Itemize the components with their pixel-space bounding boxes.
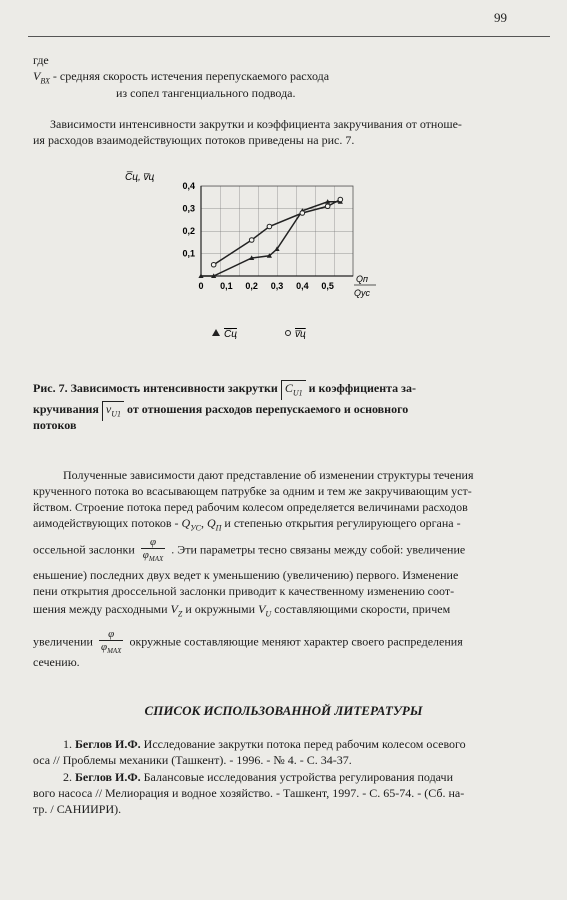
reference-1-line-2: оса // Проблемы механики (Ташкент). - 1996. - № 4. - С. 34-37. (33, 753, 352, 767)
chart-y-label: C̅ц, v̅ц (125, 172, 155, 183)
body-line-6: еньшение) последних двух ведет к уменьшению (увеличению) первого. Изменение (33, 568, 459, 582)
body-line-10: сечению. (33, 655, 80, 669)
legend-triangle-label: C̅ц (224, 329, 237, 340)
figure-7-chart (120, 170, 380, 350)
x-tick-label: 0,1 (220, 281, 233, 291)
y-tick-label: 0,3 (182, 203, 195, 214)
y-tick-label: 0,1 (182, 248, 195, 259)
body-line-4: аимодействующих потоков - $Q_{УС}$, $Q_П$ и степенью открытия регулирующего органа - (33, 516, 461, 533)
where-word: где (33, 53, 49, 67)
body-line-2: крученного потока во всасывающем патрубке за одним и тем же закручивающим уст- (33, 484, 472, 498)
header-rule (28, 36, 550, 37)
body-line-9: увеличении $\frac{\varphi}{\varphi_{МАХ}}$ окружные составляющие меняют характер своего распределения (33, 628, 463, 656)
circle-point (249, 238, 254, 243)
y-tick-label: 0,2 (182, 226, 195, 236)
intro-line-1: Зависимости интенсивности закрутки и коэффициента закручивания от отноше- (50, 117, 462, 131)
section-title: СПИСОК ИСПОЛЬЗОВАННОЙ ЛИТЕРАТУРЫ (144, 703, 423, 718)
chart-x-label-num: Qп (356, 274, 368, 284)
body-line-7: пени открытия дроссельной заслонки приводит к качественному изменению соот- (33, 584, 455, 598)
chart-grid (201, 186, 353, 276)
x-tick-label: 0,5 (321, 281, 334, 291)
circle-point (338, 197, 343, 202)
phi-fraction-2: $\frac{\varphi}{\varphi_{МАХ}}$ (100, 628, 122, 656)
caption-cu1: $C_{U1}$ (281, 380, 306, 400)
caption-prefix: Рис. 7. Зависимость интенсивности закрутки (33, 381, 278, 395)
caption-line2-start: кручивания (33, 402, 99, 416)
caption-mid: и коэффициента за- (308, 381, 417, 395)
phi-fraction-1: $\frac{\varphi}{\varphi_{МАХ}}$ (142, 536, 164, 564)
circle-point (211, 262, 216, 267)
intro-line-2: ия расходов взаимодействующих потоков приведены на рис. 7. (33, 133, 355, 147)
body-line-1: Полученные зависимости дают представление об изменении структуры течения (63, 468, 474, 482)
x-tick-label: 0,2 (245, 281, 258, 291)
reference-2-line-2: вого насоса // Мелиорация и водное хозяйство. - Ташкент, 1997. - С. 65-74. - (Сб. на- (33, 786, 465, 800)
vbx-desc-1: - средняя скорость истечения перепускаемого расхода (52, 69, 330, 83)
x-tick-label: 0,4 (296, 281, 309, 291)
legend-circle-label: v̅ц (295, 329, 306, 340)
circle-point (300, 211, 305, 216)
legend-circle-marker (286, 331, 291, 336)
x-tick-label: 0,3 (270, 281, 284, 291)
figure-caption-line-2 (33, 401, 408, 421)
body-line-3: йством. Строение потока перед рабочим колесом определяется величинами расходов (33, 500, 468, 514)
reference-1-line-1: 1. Беглов И.Ф. Исследование закрутки потока перед рабочим колесом осевого (63, 737, 466, 751)
reference-2-line-1: 2. Беглов И.Ф. Балансовые исследования устройства регулирования подачи (63, 770, 453, 784)
figure-caption-line-1 (33, 380, 416, 400)
y-tick-label: 0,4 (182, 181, 195, 191)
legend-triangle-marker (212, 329, 220, 336)
figure-caption-line-3: потоков (33, 418, 77, 432)
body-line-5: оссельной заслонки $\frac{\varphi}{\varphi_{МАХ}}$ . Эти параметры тесно связаны между собой: увеличение (33, 536, 466, 564)
circle-point (325, 204, 330, 209)
vbx-subscript: ВХ (40, 76, 50, 86)
page-number: 99 (494, 10, 507, 25)
caption-vu1: $v_{U1}$ (102, 401, 124, 421)
vbx-symbol: V (33, 69, 41, 83)
x-tick-label: 0 (198, 281, 204, 291)
caption-line2-end: от отношения расходов перепускаемого и основного (127, 402, 409, 416)
circle-point (267, 224, 272, 229)
reference-2-line-3: тр. / САНИИРИ). (33, 802, 122, 816)
chart-x-label-den: Qус (354, 288, 371, 298)
body-line-8: шения между расходными $V_Z$ и окружными $V_U$ составляющими скорости, причем (33, 602, 451, 619)
vbx-desc-2: из сопел тангенциального подвода. (116, 86, 296, 100)
